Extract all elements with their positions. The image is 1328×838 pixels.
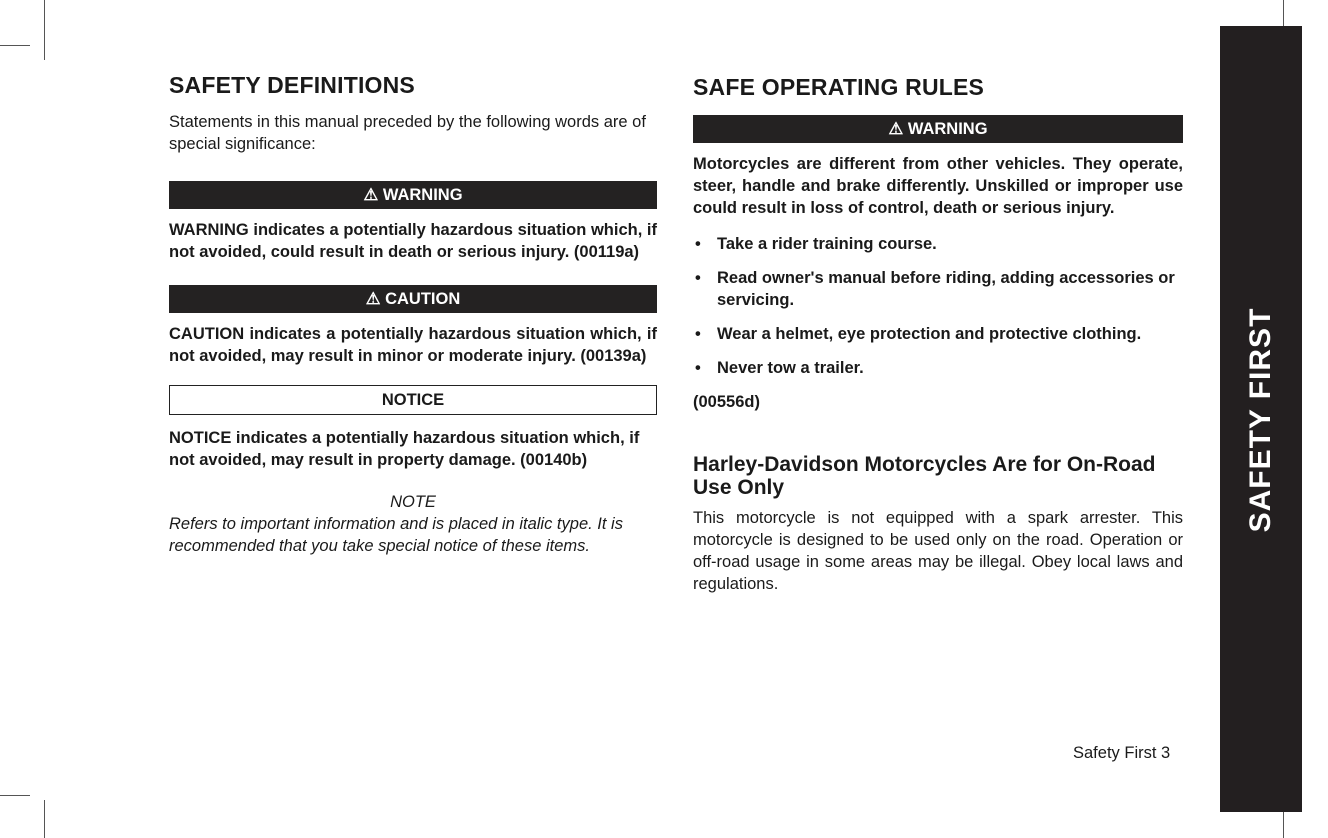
subsection-body: This motorcycle is not equipped with a spark arrester. This motorcycle is designed to be used only on the road. Operation or off-road usage in some areas may be illegal. Obey local laws and regulations.	[693, 509, 1183, 593]
list-item: • Take a rider training course.	[693, 233, 1183, 255]
warning-definition: WARNING indicates a potentially hazardous situation which, if not avoided, could result in death or serious injury. (00119a)	[169, 221, 657, 261]
warning-banner: ⚠ WARNING	[169, 181, 657, 209]
crop-mark	[0, 45, 30, 46]
notice-definition: NOTICE indicates a potentially hazardous situation which, if not avoided, may result in property damage. (00140b)	[169, 429, 640, 469]
subsection-title: Harley-Davidson Motorcycles Are for On-Road Use Only	[693, 453, 1156, 499]
crop-mark	[44, 0, 45, 60]
safe-operating-rules-section	[693, 72, 1183, 595]
note-definition: Refers to important information and is placed in italic type. It is recommended that you take special notice of these items.	[169, 515, 623, 555]
section-title: SAFE OPERATING RULES	[693, 74, 985, 100]
side-tab-label: SAFETY FIRST	[1244, 307, 1277, 533]
page-footer: Safety First 3	[1073, 744, 1171, 762]
warning-banner: ⚠ WARNING	[693, 115, 1183, 143]
crop-mark	[1283, 808, 1284, 838]
warning-text: Motorcycles are different from other vehicles. They operate, steer, handle and brake differently. Unskilled or improper use could result in loss of control, death or serious injury.	[693, 155, 1183, 217]
crop-mark	[44, 800, 45, 838]
intro-text: Statements in this manual preceded by the following words are of special significance:	[169, 113, 646, 153]
list-item: • Read owner's manual before riding, adding accessories or servicing.	[693, 267, 1183, 311]
list-item: • Never tow a trailer.	[693, 357, 1183, 379]
caution-definition: CAUTION indicates a potentially hazardous situation which, if not avoided, may result in minor or moderate injury. (00139a)	[169, 325, 657, 365]
section-title: SAFETY DEFINITIONS	[169, 72, 415, 98]
list-item: • Wear a helmet, eye protection and protective clothing.	[693, 323, 1183, 345]
note-heading: NOTE	[390, 493, 436, 511]
crop-mark	[0, 795, 30, 796]
notice-banner: NOTICE	[169, 385, 657, 415]
reference-code: (00556d)	[693, 393, 760, 411]
safety-definitions-section	[169, 72, 657, 557]
rules-list	[693, 233, 1183, 379]
caution-banner: ⚠ CAUTION	[169, 285, 657, 313]
